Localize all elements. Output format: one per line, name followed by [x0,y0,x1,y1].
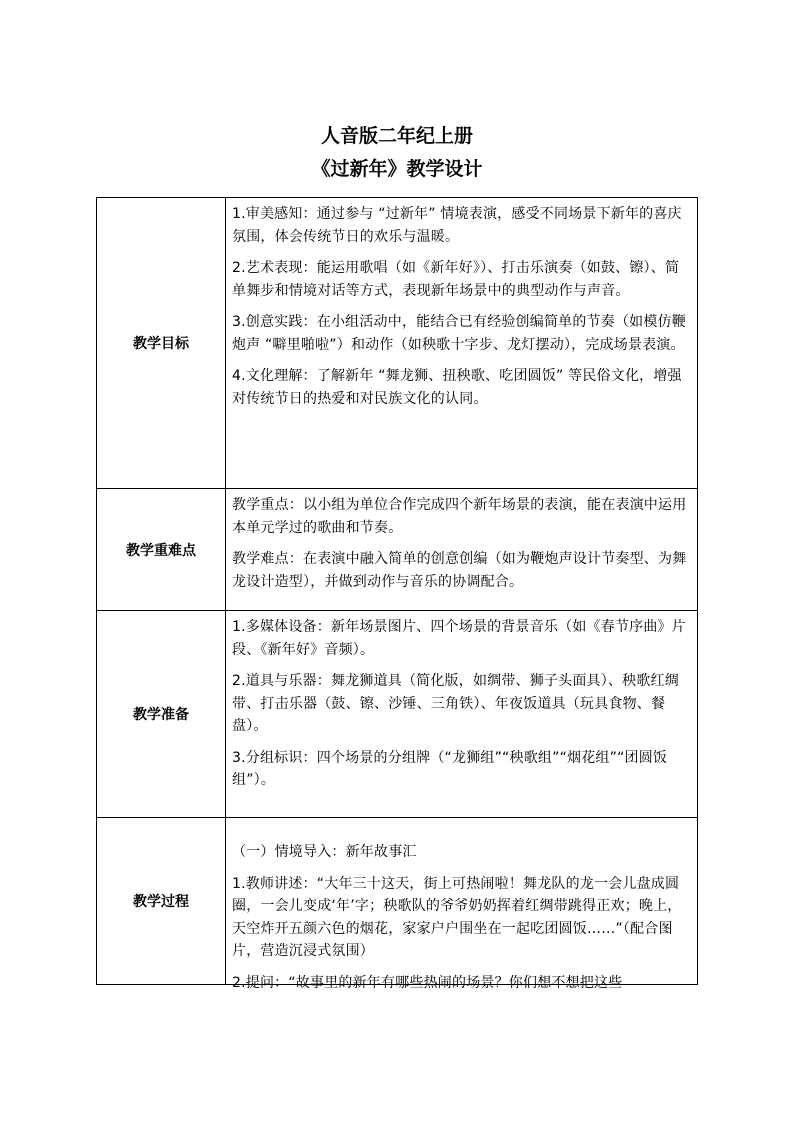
row-content-objectives [226,198,698,489]
paragraph: 2.提问：“故事里的新年有哪些热闹的场景？你们想不想把这些 [232,974,623,991]
paragraph: 1.审美感知：通过参与 “过新年” 情境表演，感受不同场景下新年的喜庆氛围，体会传统节日的欢乐与温暖。 [232,206,682,245]
paragraph: 教学重点：以小组为单位合作完成四个新年场景的表演，能在表演中运用本单元学过的歌曲和节奏。 [232,497,687,536]
row-label-process: 教学过程 [97,818,226,985]
paragraph: 4.文化理解：了解新年 “舞龙狮、扭秧歌、吃团圆饭” 等民俗文化，增强对传统节日的热爱和对民族文化的认同。 [232,368,682,407]
document-subtitle: 《过新年》教学设计 [311,158,483,180]
row-content-process [226,818,698,991]
paragraph: 3.创意实践：在小组活动中，能结合已有经验创编简单的节奏（如模仿鞭炮声 “噼里啪啦”）和动作（如秧歌十字步、龙灯摆动），完成场景表演。 [232,314,686,353]
row-content-preparation [226,611,698,818]
paragraph: 1.多媒体设备：新年场景图片、四个场景的背景音乐（如《春节序曲》片段、《新年好》音频）。 [232,619,686,658]
table-row [97,611,698,818]
table-row [97,489,698,611]
lesson-plan-table [96,197,698,991]
table-row [97,198,698,489]
paragraph: 2.艺术表现：能运用歌唱（如《新年好》）、打击乐演奏（如鼓、镲）、简单舞步和情境对话等方式，表现新年场景中的典型动作与声音。 [232,260,680,299]
paragraph: 2.道具与乐器：舞龙狮道具（简化版，如绸带、狮子头面具）、秧歌红绸带、打击乐器（鼓、镲、沙锤、三角铁）、年夜饭道具（玩具食物、餐盘）。 [232,673,679,734]
paragraph: （一）情境导入：新年故事汇 [232,844,417,860]
paragraph: 1.教师讲述：“大年三十这天，街上可热闹啦！舞龙队的龙一会儿盘成圆圈，一会儿变成‘年’字；秧歌队的爷爷奶奶挥着红绸带跳得正欢；晚上，天空炸开五颜六色的烟花，家家户户围坐在一起吃团圆饭……”（配合图片，营造沉浸式氛围） [232,875,682,959]
row-label-preparation: 教学准备 [97,611,226,818]
document-title: 人音版二年纪上册 [320,125,473,147]
row-label-objectives: 教学目标 [97,198,226,489]
row-label-key-points: 教学重难点 [97,489,226,611]
paragraph: 教学难点：在表演中融入简单的创意创编（如为鞭炮声设计节奏型、为舞龙设计造型），并做到动作与音乐的协调配合。 [232,551,687,590]
row-content-key-points [226,489,698,611]
table-row [97,818,698,985]
paragraph: 3.分组标识：四个场景的分组牌（“龙狮组”“秧歌组”“烟花组”“团圆饭组”）。 [232,749,668,788]
